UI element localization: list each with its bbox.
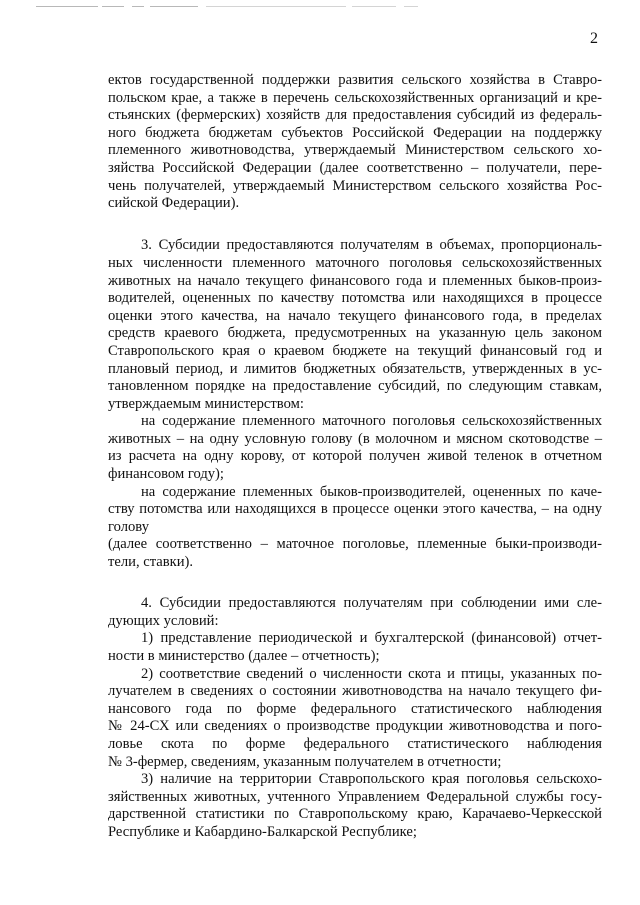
text-line: из расчета на одну корову, от которой получен живой теленок в отчетном xyxy=(108,448,602,465)
text-line: дующих условий: xyxy=(108,612,219,629)
text-line: сийской Федерации). xyxy=(108,195,240,212)
text-line: (далее соответственно – маточное поголовье, племенные быки-производи- xyxy=(108,536,602,553)
text-line: на содержание племенных быков-производителей, оцененных по каче- xyxy=(141,483,602,500)
text-line: племенного животноводства, утверждаемый Министерством сельского хо- xyxy=(108,142,602,159)
text-line: ных численности племенного маточного поголовья сельскохозяйственных xyxy=(108,254,602,271)
text-line: тели, ставки). xyxy=(108,554,194,571)
text-line: ству потомства или находящихся в процессе оценки этого качества, – на одну xyxy=(108,501,602,518)
text-line: стьянских (фермерских) хозяйств для предоставления субсидий из федераль- xyxy=(108,107,602,124)
text-line: зяйства Российской Федерации (далее соответственно – получатели, пере- xyxy=(108,159,602,176)
text-line: ектов государственной поддержки развития сельского хозяйства в Ставро- xyxy=(108,72,602,88)
text-line: голову xyxy=(108,518,149,535)
text-line: № 24-СХ или сведениях о производстве продукции животноводства и пого- xyxy=(108,718,602,735)
text-line: оценки этого качества, на начало текущего финансового года, в пределах xyxy=(108,307,602,324)
text-line: утверждаемым министерством: xyxy=(108,395,304,412)
text-line: 3) наличие на территории Ставропольского края поголовья сельскохо- xyxy=(141,771,602,788)
scan-artifact-line xyxy=(206,6,346,7)
text-line: польском крае, а также в перечень сельскохозяйственных организаций и кре- xyxy=(108,89,602,106)
text-line: зяйственных животных, учтенного Управлением Федеральной службы госу- xyxy=(108,788,602,805)
document-body xyxy=(108,72,602,842)
paragraph-spacer xyxy=(108,213,602,231)
text-line: животных на начало текущего финансового года и племенных быков-произ- xyxy=(108,272,602,289)
paragraph-spacer xyxy=(108,230,602,237)
text-line: водителей, оцененных по качеству потомства или находящихся в процессе xyxy=(108,290,602,307)
text-line: финансовом году); xyxy=(108,466,224,483)
text-line: средств краевого бюджета, предусмотренных на указанную цель законом xyxy=(108,325,602,342)
text-line: чень получателей, утверждаемый Министерством сельского хозяйства Рос- xyxy=(108,177,602,194)
text-line: животных – на одну условную голову (в молочном и мясном скотоводстве – xyxy=(108,430,602,447)
text-line: Ставропольского края о краевом бюджете на текущий финансовый год и xyxy=(108,342,602,359)
text-line: на содержание племенного маточного поголовья сельскохозяйственных xyxy=(141,413,602,430)
text-line: 1) представление периодической и бухгалтерской (финансовой) отчет- xyxy=(141,630,602,647)
scan-artifact-line xyxy=(404,6,418,7)
text-line: тановленном порядке на предоставление субсидий, по следующим ставкам, xyxy=(108,378,602,395)
text-line: нансового года по форме федерального статистического наблюдения xyxy=(108,700,602,717)
scan-artifact-line xyxy=(36,6,98,7)
text-line: ловье скота по форме федерального статистического наблюдения xyxy=(108,735,602,752)
text-line: № 3-фермер, сведениям, указанным получателем в отчетности; xyxy=(108,753,502,770)
text-line: дарственной статистики по Ставропольскому краю, Карачаево-Черкесской xyxy=(108,806,602,823)
text-line: 2) соответствие сведений о численности скота и птицы, указанных по- xyxy=(141,665,602,682)
text-line: ного бюджета бюджетам субъектов Российской Федерации на поддержку xyxy=(108,124,602,141)
scan-artifact-line xyxy=(150,6,198,7)
page-number: 2 xyxy=(590,30,598,47)
paragraph-spacer xyxy=(108,572,602,590)
scan-artifact-line xyxy=(132,6,144,7)
text-line: 3. Субсидии предоставляются получателям в объемах, пропорциональ- xyxy=(141,237,602,254)
scan-artifact-line xyxy=(102,6,124,7)
text-line: ности в министерство (далее – отчетность); xyxy=(108,648,380,664)
text-line: плановый период, и лимитов бюджетных обязательств, утвержденных в ус- xyxy=(108,360,602,377)
paragraph xyxy=(108,237,602,571)
text-line: 4. Субсидии предоставляются получателям при соблюдении ими сле- xyxy=(141,595,602,612)
text-line: Республике и Кабардино-Балкарской Республике; xyxy=(108,823,417,840)
scan-artifact-line xyxy=(352,6,396,7)
text-line: лучателем в сведениях о состоянии животноводства на начало текущего фи- xyxy=(108,683,602,700)
paragraph xyxy=(108,595,602,841)
paragraph xyxy=(108,72,602,213)
